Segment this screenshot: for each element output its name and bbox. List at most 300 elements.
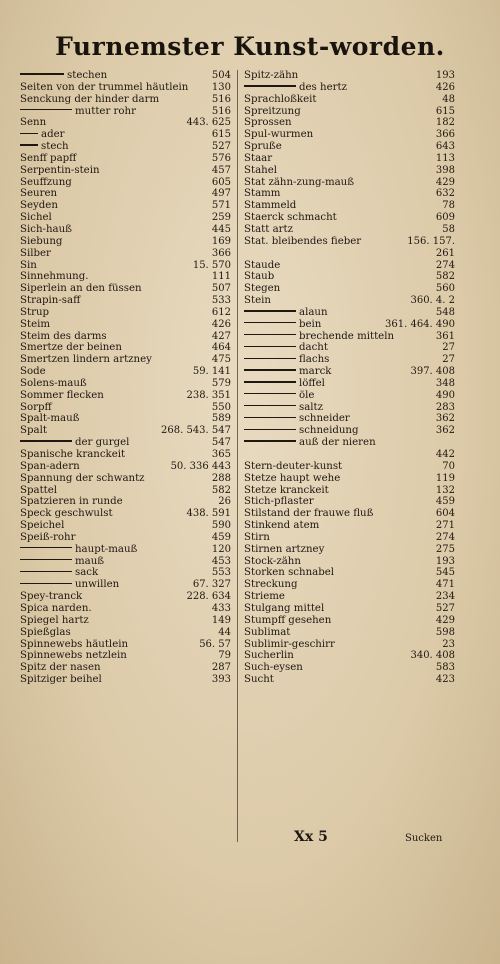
entry-term-text: Sucherlin — [244, 650, 294, 662]
index-entry — [20, 283, 231, 295]
entry-term — [20, 437, 129, 449]
entry-term-text: Stahel — [244, 164, 277, 176]
entry-page-number: 609 — [435, 212, 455, 224]
index-entry — [244, 212, 455, 224]
entry-term — [244, 224, 293, 236]
entry-page-number: 26 — [218, 496, 231, 508]
entry-term — [20, 295, 80, 307]
entry-term — [244, 485, 329, 497]
entry-term-text: Spruße — [244, 141, 282, 153]
index-entry — [244, 271, 455, 283]
entry-term-text: Streckung — [244, 579, 298, 591]
entry-page-number: 548 — [435, 306, 455, 318]
entry-term — [20, 82, 188, 94]
index-entry — [20, 117, 231, 129]
entry-term-text: Seuffzung — [20, 176, 72, 188]
entry-term-text: mutter rohr — [75, 105, 136, 117]
index-entry — [20, 70, 231, 82]
index-column-left — [20, 70, 231, 686]
entry-page-number: 362 — [435, 425, 455, 437]
entry-term-text: Spiegel hartz — [20, 614, 89, 626]
entry-term — [20, 532, 75, 544]
entry-term — [244, 295, 271, 307]
entry-page-number: 234 — [435, 591, 455, 603]
entry-term-text: stech — [41, 141, 69, 153]
ditto-dash — [20, 547, 72, 548]
entry-page-number: 228. 634 — [186, 591, 231, 603]
entry-term — [20, 200, 58, 212]
entry-term-text: der gurgel — [75, 437, 130, 449]
entry-term-text: löffel — [299, 377, 325, 389]
entry-page-number: 571 — [211, 200, 231, 212]
entry-term-text: Spatzieren in runde — [20, 496, 123, 508]
entry-page-number: 169 — [211, 235, 231, 247]
entry-term-text: alaun — [299, 306, 328, 318]
ditto-dash — [244, 381, 296, 382]
index-entry — [20, 425, 231, 437]
ditto-dash — [244, 322, 296, 323]
entry-term-text: Spalt-mauß — [20, 413, 80, 425]
entry-term-text: Smertze der beinen — [20, 342, 122, 354]
entry-term — [20, 319, 50, 331]
entry-term-text: Stegen — [244, 283, 281, 295]
entry-page-number: 271 — [435, 520, 455, 532]
index-entry — [244, 485, 455, 497]
entry-term — [244, 615, 331, 627]
index-entry — [244, 141, 455, 153]
ditto-dash — [20, 571, 72, 572]
index-entry — [244, 402, 455, 414]
index-entry — [20, 307, 231, 319]
entry-term-text: auß der nieren — [299, 437, 376, 449]
entry-page-number: 429 — [435, 176, 455, 188]
entry-term — [20, 141, 69, 153]
entry-term — [20, 271, 89, 283]
entry-term — [244, 627, 290, 639]
ditto-dash — [20, 144, 38, 145]
index-entry — [244, 307, 455, 319]
entry-page-number: 361. 464. 490 — [385, 318, 455, 330]
entry-term — [20, 639, 128, 651]
entry-page-number: 50. 336 443 — [170, 460, 231, 472]
entry-term — [20, 579, 119, 591]
ditto-dash — [244, 417, 296, 418]
entry-term — [244, 425, 359, 437]
entry-term-text: Seuren — [20, 188, 58, 200]
index-entry — [20, 224, 231, 236]
index-entry — [244, 319, 455, 331]
entry-term-text: Staar — [244, 152, 273, 164]
entry-page-number: 393 — [211, 674, 231, 686]
entry-term-text: Sprossen — [244, 117, 292, 129]
entry-page-number: 583 — [435, 662, 455, 674]
entry-page-number: 598 — [435, 626, 455, 638]
entry-term — [20, 307, 49, 319]
entry-page-number: 527 — [435, 602, 455, 614]
index-entry — [20, 650, 231, 662]
entry-term-text: Seiten von der trummel häutlein — [20, 81, 189, 93]
ditto-dash — [244, 346, 296, 347]
entry-term — [20, 342, 122, 354]
entry-term-text: Spießglas — [20, 626, 71, 638]
index-entry — [20, 473, 231, 485]
entry-term-text: unwillen — [75, 579, 120, 591]
index-entry — [20, 532, 231, 544]
ditto-dash — [244, 369, 296, 370]
entry-term-text: Spitziger beihel — [20, 674, 102, 686]
index-entry — [20, 200, 231, 212]
entry-page-number: 453 — [211, 555, 231, 567]
index-entry — [20, 82, 231, 94]
entry-page-number: 48 — [442, 93, 455, 105]
entry-term-text: Speck geschwulst — [20, 508, 113, 520]
entry-page-number: 360. 4. 2 — [410, 295, 455, 307]
entry-term-text: ader — [41, 129, 65, 141]
entry-page-number: 340. 408 — [410, 650, 455, 662]
index-entry — [20, 390, 231, 402]
entry-term — [244, 331, 394, 343]
index-entry — [20, 615, 231, 627]
entry-term-text: Stein — [244, 295, 271, 307]
entry-term-text: bein — [299, 318, 322, 330]
index-entry — [244, 674, 455, 686]
index-entry — [244, 591, 455, 603]
index-entry — [20, 567, 231, 579]
entry-term — [20, 473, 145, 485]
index-entry — [244, 627, 455, 639]
entry-term-text: Speiß-rohr — [20, 531, 76, 543]
entry-term — [20, 413, 79, 425]
entry-term — [20, 224, 72, 236]
index-entry — [20, 579, 231, 591]
entry-page-number: 590 — [211, 520, 231, 532]
entry-term — [244, 402, 323, 414]
entry-page-number: 130 — [211, 81, 231, 93]
entry-term-text: Sin — [20, 259, 37, 271]
index-entry — [20, 331, 231, 343]
index-entry — [244, 129, 455, 141]
entry-term — [20, 117, 46, 129]
entry-term — [244, 319, 321, 331]
entry-term — [244, 82, 347, 94]
entry-term-text: Stirnen artzney — [244, 543, 325, 555]
entry-page-number: 459 — [435, 496, 455, 508]
index-entry — [20, 437, 231, 449]
entry-page-number: 149 — [211, 614, 231, 626]
entry-page-number: 361 — [435, 330, 455, 342]
entry-term — [20, 508, 113, 520]
entry-term-text: saltz — [299, 401, 324, 413]
entry-term-text: Spattel — [20, 484, 58, 496]
entry-page-number: 44 — [218, 626, 231, 638]
entry-page-number: 507 — [211, 283, 231, 295]
entry-term — [244, 283, 280, 295]
index-entry — [244, 390, 455, 402]
entry-term — [20, 544, 137, 556]
entry-page-number: 274 — [435, 531, 455, 543]
entry-term-text: Spanische kranckeit — [20, 449, 126, 460]
entry-term — [20, 165, 100, 177]
index-entry — [244, 188, 455, 200]
entry-term-text: Stulgang mittel — [244, 602, 325, 614]
ditto-dash — [244, 440, 296, 441]
entry-term-text: Staude — [244, 259, 281, 271]
entry-term-text: Spinnewebs netzlein — [20, 650, 127, 662]
entry-term-text: Spinnewebs häutlein — [20, 638, 129, 650]
index-entry — [20, 461, 231, 473]
index-entry — [20, 177, 231, 189]
index-entry — [20, 153, 231, 165]
entry-term-text: Solens-mauß — [20, 377, 87, 389]
entry-page-number: 113 — [435, 152, 455, 164]
entry-page-number: 605 — [211, 176, 231, 188]
entry-term-text: Spreitzung — [244, 105, 301, 117]
entry-term-text: marck — [299, 366, 332, 378]
entry-term-text: Sprachloßkeit — [244, 93, 317, 105]
index-entry — [244, 236, 455, 248]
entry-term — [20, 248, 51, 260]
index-entry — [244, 520, 455, 532]
index-entry — [20, 639, 231, 651]
entry-page-number: 78 — [442, 200, 455, 212]
entry-term — [20, 188, 57, 200]
entry-page-number: 287 — [211, 662, 231, 674]
entry-term — [244, 177, 354, 189]
entry-term — [244, 579, 298, 591]
entry-term — [244, 212, 337, 224]
entry-page-number: 27 — [442, 354, 455, 366]
entry-term — [244, 532, 270, 544]
entry-term — [244, 188, 280, 200]
entry-term-text: schneidung — [299, 425, 359, 437]
ditto-dash — [244, 429, 296, 430]
entry-term-text: Sinnehmung. — [20, 271, 89, 283]
entry-term — [244, 165, 277, 177]
index-entry — [244, 556, 455, 568]
entry-term — [244, 236, 361, 248]
index-entry — [244, 94, 455, 106]
entry-term — [244, 141, 282, 153]
index-entry — [244, 496, 455, 508]
entry-term — [244, 342, 328, 354]
index-entry — [20, 271, 231, 283]
entry-page-number: 426 — [435, 81, 455, 93]
index-entry — [20, 354, 231, 366]
entry-page-number: 182 — [435, 117, 455, 129]
entry-term-text: flachs — [299, 354, 330, 366]
entry-page-number: 15. 570 — [192, 259, 231, 271]
entry-term-text: Seyden — [20, 200, 58, 212]
index-entry — [244, 106, 455, 118]
entry-term — [20, 556, 104, 568]
entry-page-number: 553 — [211, 567, 231, 579]
entry-term — [244, 461, 342, 473]
index-entry — [244, 366, 455, 378]
entry-term-text: Spannung der schwantz — [20, 472, 145, 484]
catchword: Sucken — [405, 833, 443, 844]
entry-term-text: Spica narden. — [20, 602, 92, 614]
index-entry — [244, 342, 455, 354]
entry-term — [244, 639, 335, 651]
entry-page-number: 632 — [435, 188, 455, 200]
entry-term — [20, 591, 82, 603]
entry-page-number: 288 — [211, 472, 231, 484]
entry-page-number: 429 — [435, 614, 455, 626]
entry-term — [20, 129, 65, 141]
entry-term — [244, 591, 285, 603]
index-entry — [244, 650, 455, 662]
entry-term — [20, 449, 125, 461]
index-entry — [244, 544, 455, 556]
entry-page-number: 547 — [211, 437, 231, 449]
entry-term — [244, 106, 301, 118]
entry-page-number: 193 — [435, 70, 455, 81]
entry-page-number: 490 — [435, 389, 455, 401]
entry-term-text: Senckung der hinder darm — [20, 93, 160, 105]
entry-term — [20, 354, 152, 366]
index-entry — [244, 224, 455, 236]
index-entry — [20, 106, 231, 118]
entry-term — [20, 627, 71, 639]
entry-page-number: 471 — [435, 579, 455, 591]
index-entry — [20, 236, 231, 248]
entry-term-text: stechen — [67, 70, 108, 81]
entry-page-number: 23 — [442, 638, 455, 650]
entry-term — [20, 402, 52, 414]
entry-page-number: 193 — [435, 555, 455, 567]
entry-term-text: mauß — [75, 555, 105, 567]
entry-term — [20, 378, 87, 390]
entry-term-text: haupt-mauß — [75, 543, 138, 555]
entry-term-text: Sublimat — [244, 626, 291, 638]
entry-page-number: 362 — [435, 413, 455, 425]
ditto-dash — [244, 358, 296, 359]
entry-page-number: 274 — [435, 259, 455, 271]
index-entry — [244, 153, 455, 165]
entry-page-number: 589 — [211, 413, 231, 425]
entry-term-text: Stat. bleibendes fieber — [244, 235, 362, 247]
entry-term — [244, 307, 328, 319]
index-entry — [244, 70, 455, 82]
entry-term-text: Stetze haupt wehe — [244, 472, 341, 484]
entry-page-number: 516 — [211, 93, 231, 105]
entry-term-text: Senff papff — [20, 152, 77, 164]
index-entry — [244, 283, 455, 295]
index-entry — [244, 295, 455, 307]
entry-term — [244, 674, 274, 686]
index-entry — [244, 508, 455, 520]
entry-page-number: 604 — [435, 508, 455, 520]
entry-page-number: 442 — [435, 449, 455, 460]
entry-term-text: Storken schnabel — [244, 567, 335, 579]
index-entry — [244, 165, 455, 177]
index-entry — [20, 496, 231, 508]
entry-term-text: Span-adern — [20, 460, 80, 472]
entry-page-number: 119 — [435, 472, 455, 484]
entry-term — [20, 94, 159, 106]
column-divider — [237, 70, 238, 842]
entry-page-number: 67. 327 — [192, 579, 231, 591]
entry-term — [20, 390, 104, 402]
index-entry — [20, 402, 231, 414]
index-entry — [244, 449, 455, 461]
entry-term — [20, 260, 37, 272]
entry-page-number: 70 — [442, 460, 455, 472]
entry-term-text: Stamm — [244, 188, 281, 200]
index-entry — [244, 603, 455, 615]
entry-page-number: 426 — [211, 318, 231, 330]
entry-page-number: 120 — [211, 543, 231, 555]
entry-term — [20, 212, 52, 224]
entry-term-text: Stumpff gesehen — [244, 614, 332, 626]
entry-term — [244, 544, 324, 556]
entry-term-text: Sucht — [244, 674, 274, 686]
entry-page-number: 445 — [211, 223, 231, 235]
entry-term — [20, 153, 76, 165]
entry-term — [244, 437, 376, 449]
entry-term — [244, 94, 316, 106]
entry-term-text: Stern-deuter-kunst — [244, 460, 343, 472]
entry-page-number: 79 — [218, 650, 231, 662]
entry-page-number: 132 — [435, 484, 455, 496]
ditto-dash — [244, 405, 296, 406]
entry-term — [20, 615, 89, 627]
entry-term — [244, 260, 280, 272]
ditto-dash — [244, 85, 296, 86]
entry-page-number: 516 — [211, 105, 231, 117]
entry-term-text: Silber — [20, 247, 51, 259]
entry-term — [20, 106, 136, 118]
entry-page-number: 398 — [435, 164, 455, 176]
entry-term-text: Stinkend atem — [244, 520, 320, 532]
index-entry — [244, 354, 455, 366]
entry-term-text: schneider — [299, 413, 350, 425]
entry-term — [20, 485, 57, 497]
entry-term-text: Speichel — [20, 520, 65, 532]
entry-page-number: 366 — [435, 129, 455, 141]
entry-term — [244, 496, 314, 508]
entry-term-text: Stat zähn-zung-mauß — [244, 176, 355, 188]
entry-term-text: Siebung — [20, 235, 63, 247]
index-entry — [20, 520, 231, 532]
index-entry — [244, 437, 455, 449]
index-entry — [244, 200, 455, 212]
entry-page-number: 366 — [211, 247, 231, 259]
entry-page-number: 433 — [211, 602, 231, 614]
entry-term — [244, 567, 334, 579]
entry-page-number: 615 — [435, 105, 455, 117]
ditto-dash — [244, 310, 296, 311]
entry-term — [20, 650, 127, 662]
index-entry — [244, 413, 455, 425]
entry-term-text: Staub — [244, 271, 275, 283]
index-entry — [244, 117, 455, 129]
index-entry — [20, 212, 231, 224]
entry-term-text: Spalt — [20, 425, 47, 437]
index-entry — [244, 248, 455, 260]
index-entry — [244, 461, 455, 473]
entry-page-number: 464 — [211, 342, 231, 354]
entry-term-text: Stetze kranckeit — [244, 484, 329, 496]
ditto-dash — [20, 133, 38, 134]
index-entry — [244, 331, 455, 343]
entry-term-text: Stirn — [244, 531, 270, 543]
entry-term-text: Staerck schmacht — [244, 212, 337, 224]
entry-term-text: dacht — [299, 342, 328, 354]
entry-term — [244, 354, 329, 366]
index-entry — [244, 473, 455, 485]
entry-term-text: Stammeld — [244, 200, 297, 212]
